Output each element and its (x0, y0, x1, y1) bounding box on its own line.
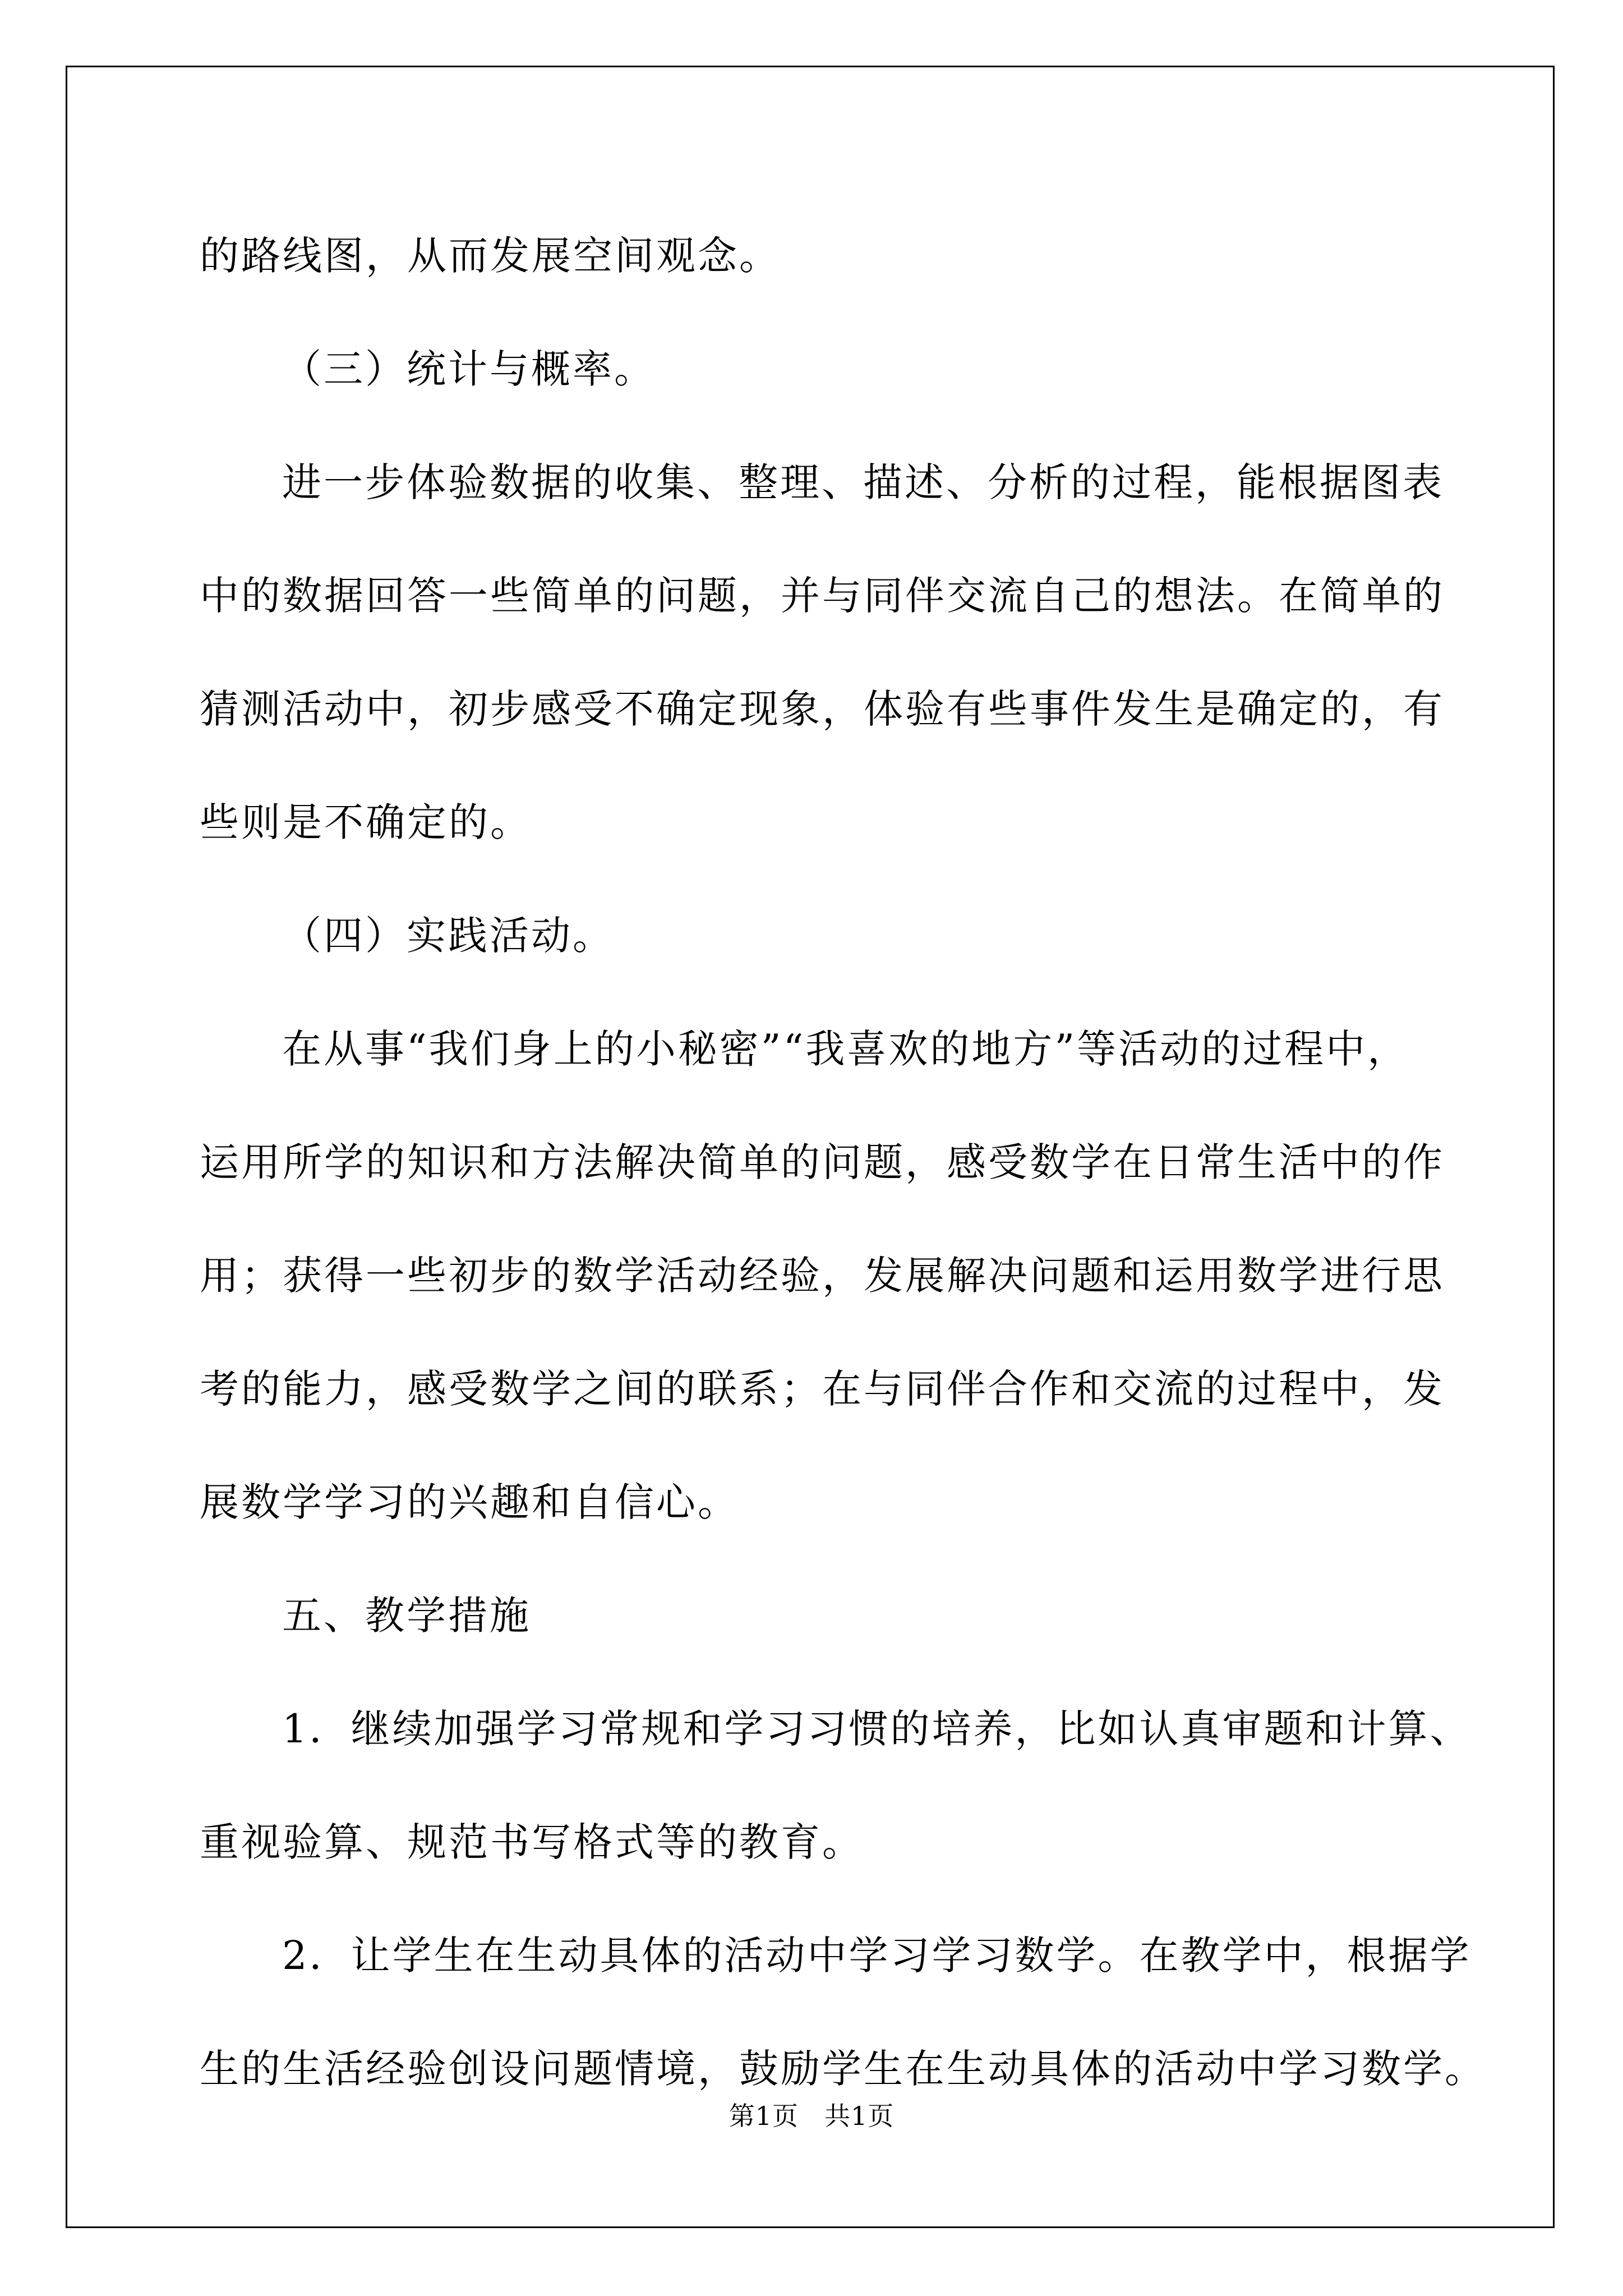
section-heading-statistics: （三）统计与概率。 (282, 346, 656, 392)
text-line: 猜测活动中，初步感受不确定现象，体验有些事件发生是确定的，有 (200, 686, 1445, 732)
text-line: 的路线图，从而发展空间观念。 (200, 233, 781, 279)
list-item-1: 1．继续加强学习常规和学习习惯的培养，比如认真审题和计算、 (282, 1706, 1472, 1752)
list-item-2: 2．让学生在生动具体的活动中学习学习数学。在教学中，根据学 (282, 1932, 1472, 1978)
document-body (200, 199, 1486, 2125)
text-line: 用；获得一些初步的数学活动经验，发展解决问题和运用数学进行思 (200, 1253, 1445, 1299)
text-line: 些则是不确定的。 (200, 799, 532, 845)
text-line: 考的能力，感受数学之间的联系；在与同伴合作和交流的过程中，发 (200, 1366, 1445, 1412)
text-line: 进一步体验数据的收集、整理、描述、分析的过程，能根据图表 (282, 459, 1444, 505)
page-number: 第1页 (728, 2101, 799, 2131)
page-footer (0, 2096, 1623, 2133)
text-line: 运用所学的知识和方法解决简单的问题，感受数学在日常生活中的作 (200, 1139, 1445, 1185)
section-heading-practice: （四）实践活动。 (282, 913, 614, 959)
text-line: 展数学学习的兴趣和自信心。 (200, 1479, 739, 1525)
section-heading-measures: 五、教学措施 (282, 1593, 531, 1639)
text-line: 在从事“我们身上的小秘密”“我喜欢的地方”等活动的过程中， (282, 1026, 1409, 1072)
text-line: 生的生活经验创设问题情境，鼓励学生在生动具体的活动中学习数学。 (200, 2046, 1486, 2092)
text-line: 中的数据回答一些简单的问题，并与同伴交流自己的想法。在简单的 (200, 573, 1445, 619)
text-line: 重视验算、规范书写格式等的教育。 (200, 1819, 864, 1865)
page-total: 共1页 (824, 2101, 895, 2131)
